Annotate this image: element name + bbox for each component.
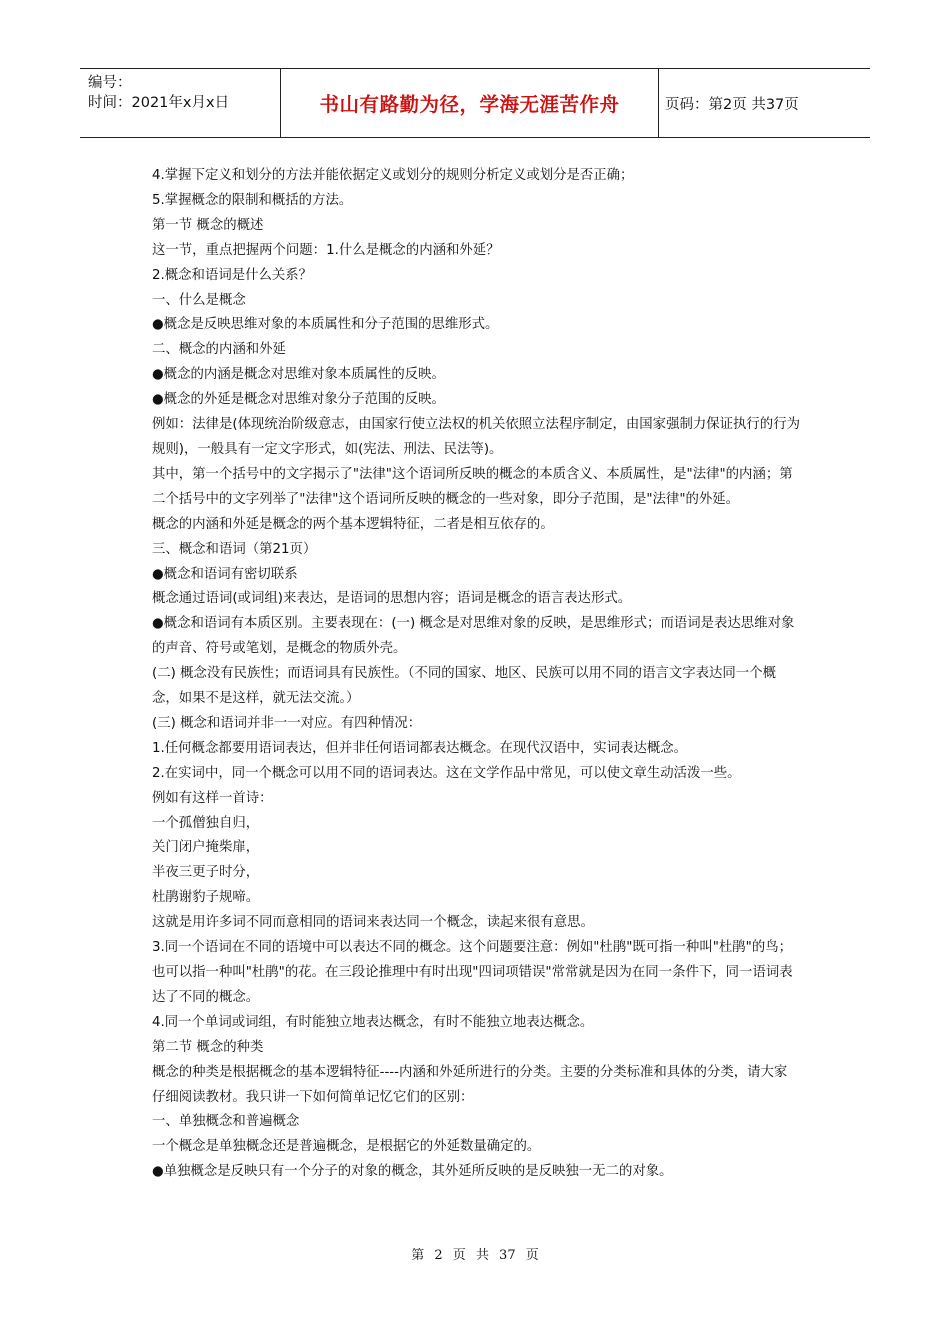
paragraph: 一个概念是单独概念还是普遍概念，是根据它的外延数量确定的。: [152, 1139, 541, 1155]
header-page-code: 页码：第2页 共37页: [665, 96, 799, 113]
paragraph: 例如有这样一首诗：: [152, 790, 273, 806]
paragraph: 这一节，重点把握两个问题：1.什么是概念的内涵和外延？: [152, 242, 500, 258]
bullet-paragraph: ●概念的外延是概念对思维对象分子范围的反映。: [152, 392, 445, 408]
page-footer: 第 2 页 共 37 页: [411, 1248, 539, 1263]
section-heading: 第二节 概念的种类: [152, 1039, 264, 1055]
paragraph: 2.在实词中，同一个概念可以用不同的语词表达。这在文学作品中常见，可以使文章生动活泼一些。: [152, 765, 741, 781]
poem-line: 关门闭户掩柴扉，: [152, 840, 260, 856]
paragraph: (二) 概念没有民族性；而语词具有民族性。（不同的国家、地区、民族可以用不同的语言文字表达同一个概念，如果不是这样，就无法交流。）: [152, 666, 776, 707]
bullet-paragraph: ●概念是反映思维对象的本质属性和分子范围的思维形式。: [152, 317, 499, 333]
subheading: 三、概念和语词（第21页）: [152, 541, 317, 557]
paragraph: 概念的种类是根据概念的基本逻辑特征----内涵和外延所进行的分类。主要的分类标准和具体的分类，请大家仔细阅读教材。我只讲一下如何简单记忆它们的区别：: [152, 1064, 788, 1105]
subheading: 一、什么是概念: [152, 292, 246, 308]
poem-line: 半夜三更子时分，: [152, 865, 260, 881]
paragraph: 1.任何概念都要用语词表达，但并非任何语词都表达概念。在现代汉语中，实词表达概念。: [152, 740, 688, 756]
paragraph: 其中，第一个括号中的文字揭示了"法律"这个语词所反映的概念的本质含义、本质属性，是"法律"的内涵；第二个括号中的文字列举了"法律"这个语词所反映的概念的一些对象，即分子范围，是"法律"的外延。: [152, 466, 793, 507]
paragraph: 概念的内涵和外延是概念的两个基本逻辑特征，二者是相互依存的。: [152, 516, 554, 532]
section-heading: 第一节 概念的概述: [152, 217, 264, 233]
paragraph: (三) 概念和语词并非一一对应。有四种情况：: [152, 715, 422, 731]
paragraph: 这就是用许多词不同而意相同的语词来表达同一个概念，读起来很有意思。: [152, 915, 594, 931]
paragraph: 3.同一个语词在不同的语境中可以表达不同的概念。这个问题要注意：例如"杜鹃"既可指一种叫"杜鹃"的鸟；也可以指一种叫"杜鹃"的花。在三段论推理中有时出现"四词项错误"常常就是因为在同一条件下，同一语词表达了不同的概念。: [152, 940, 793, 1005]
number-label: 编号：: [88, 75, 132, 91]
document-body: [152, 164, 800, 1185]
paragraph: 2.概念和语词是什么关系？: [152, 267, 313, 283]
time-label: 时间：2021年x月x日: [88, 95, 230, 111]
bullet-paragraph: ●概念和语词有密切联系: [152, 566, 298, 582]
bullet-paragraph: ●概念的内涵是概念对思维对象本质属性的反映。: [152, 367, 445, 383]
paragraph: 4.掌握下定义和划分的方法并能依据定义或划分的规则分析定义或划分是否正确；: [152, 168, 634, 183]
subheading: 二、概念的内涵和外延: [152, 342, 286, 358]
paragraph: 概念通过语词(或词组)来表达，是语词的思想内容；语词是概念的语言表达形式。: [152, 591, 632, 607]
bullet-paragraph: ●概念和语词有本质区别。主要表现在：(一) 概念是对思维对象的反映，是思维形式；而语词是表达思维对象的声音、符号或笔划，是概念的物质外壳。: [152, 616, 795, 657]
bullet-paragraph: ●单独概念是反映只有一个分子的对象的概念，其外延所反映的是反映独一无二的对象。: [152, 1164, 673, 1180]
poem-line: 一个孤僧独自归，: [152, 815, 260, 831]
subheading: 一、单独概念和普遍概念: [152, 1114, 300, 1130]
document-header: [80, 68, 870, 138]
poem-line: 杜鹃谢豹子规啼。: [152, 890, 260, 906]
paragraph: 例如：法律是(体现统治阶级意志，由国家行使立法权的机关依照立法程序制定，由国家强制力保证执行的行为规则)，一般具有一定文字形式，如(宪法、刑法、民法等)。: [152, 417, 800, 457]
paragraph: 5.掌握概念的限制和概括的方法。: [152, 192, 353, 208]
paragraph: 4.同一个单词或词组，有时能独立地表达概念，有时不能独立地表达概念。: [152, 1014, 594, 1030]
header-meta: [80, 69, 281, 137]
header-motto: 书山有路勤为径，学海无涯苦作舟: [281, 69, 659, 137]
